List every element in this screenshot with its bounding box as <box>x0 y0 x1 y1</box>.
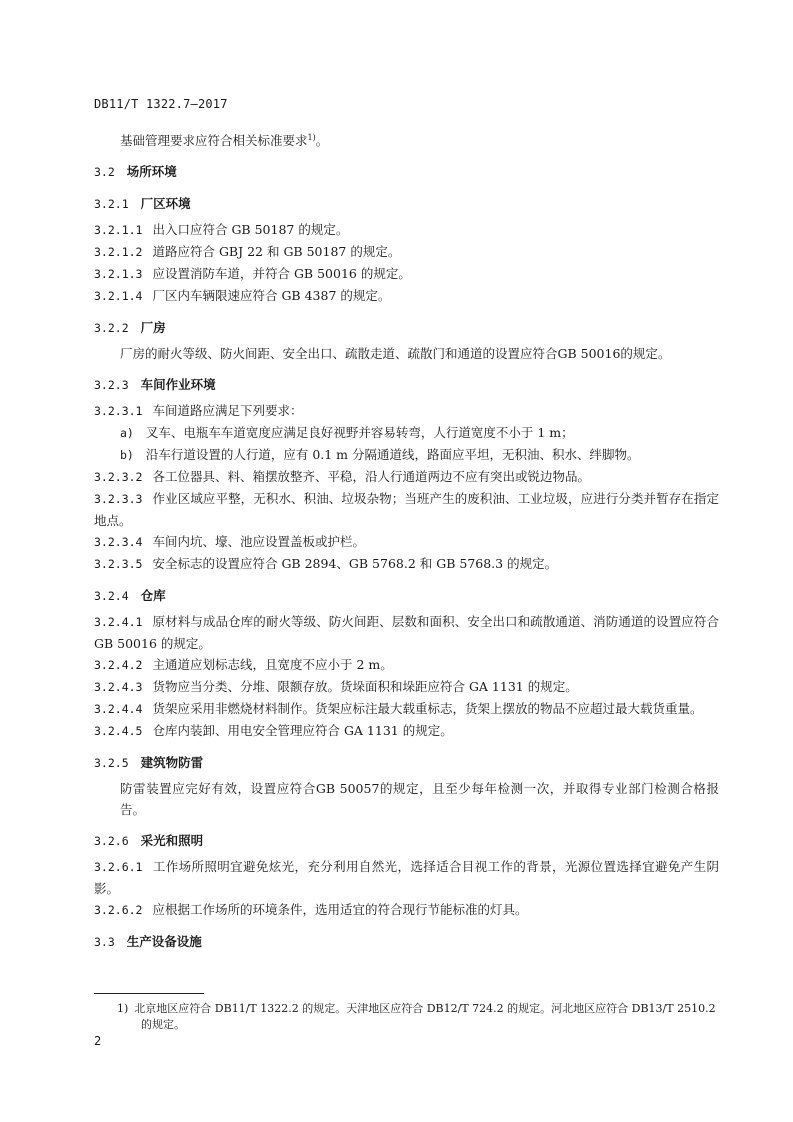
clause-number: 3.2.4.4 <box>94 702 143 717</box>
clause-number: 3.2.1.3 <box>94 267 143 282</box>
clause <box>94 611 719 654</box>
clause-text: 车间内坑、壕、池应设置盖板或护栏。 <box>152 534 365 550</box>
clause-number: 3.2.3.3 <box>94 492 143 507</box>
clause <box>94 856 719 899</box>
section-number: 3.2.3 <box>94 378 129 393</box>
section-number: 3.2 <box>94 165 115 180</box>
clause-number: 3.2.4.3 <box>94 680 143 695</box>
clause <box>94 241 719 263</box>
clause-text: 安全标志的设置应符合 GB 2894、GB 5768.2 和 GB 5768.3 的规定。 <box>152 556 558 572</box>
section-3-2-2-heading <box>94 317 719 339</box>
clause-number: 3.2.1.1 <box>94 223 143 238</box>
section-title: 采光和照明 <box>140 833 204 849</box>
footnote-divider <box>94 993 204 994</box>
clause <box>94 488 719 531</box>
list-text: 叉车、电瓶车车道宽度应满足良好视野并容易转弯，人行道宽度不小于 1 m； <box>145 425 574 441</box>
section-3-2-heading <box>94 161 719 183</box>
section-number: 3.2.6 <box>94 834 129 849</box>
footnote-mark: 1) <box>117 1002 129 1015</box>
clause <box>94 531 719 553</box>
footnote-text: 北京地区应符合 DB11/T 1322.2 的规定。天津地区应符合 DB12/T 724.2 的规定。河北地区应符合 DB13/T 2510.2 <box>134 1002 716 1015</box>
clause-number: 3.2.1.2 <box>94 245 143 260</box>
footnote <box>117 1001 722 1033</box>
clause-number: 3.2.3.1 <box>94 404 143 419</box>
clause-text: 各工位器具、料、箱摆放整齐、平稳，沿人行通道两边不应有突出或锐边物品。 <box>152 469 590 485</box>
section-number: 3.2.2 <box>94 321 129 336</box>
section-title: 车间作业环境 <box>140 377 216 393</box>
clause-number: 3.2.4.2 <box>94 658 143 673</box>
clause <box>94 263 719 285</box>
list-text: 沿车行道设置的人行道，应有 0.1 m 分隔通道线，路面应平坦，无积油、积水、绊脚物。 <box>145 447 640 463</box>
section-title: 建筑物防雷 <box>140 755 204 771</box>
paragraph: 防雷装置应完好有效，设置应符合GB 50057的规定，且至少每年检测一次，并取得专业部门检测合格报告。 <box>120 781 719 818</box>
section-title: 生产设备设施 <box>126 934 202 950</box>
footnote-continuation: 的规定。 <box>141 1018 185 1031</box>
section-number: 3.2.1 <box>94 197 129 212</box>
clause <box>94 466 719 488</box>
clause-number: 3.2.4.5 <box>94 724 143 739</box>
section-3-2-3-heading <box>94 374 719 396</box>
page-content <box>94 127 719 953</box>
clause <box>94 219 719 241</box>
list-item <box>94 444 719 466</box>
clause-text: 道路应符合 GBJ 22 和 GB 50187 的规定。 <box>152 244 401 260</box>
clause <box>94 720 719 742</box>
section-number: 3.2.4 <box>94 589 129 604</box>
clause-number: 3.2.3.2 <box>94 470 143 485</box>
clause-text: 出入口应符合 GB 50187 的规定。 <box>152 222 349 238</box>
clause <box>94 899 719 921</box>
document-header: DB11/T 1322.7—2017 <box>94 97 228 111</box>
section-number: 3.2.5 <box>94 756 129 771</box>
clause <box>94 285 719 307</box>
section-title: 厂区环境 <box>140 196 191 212</box>
intro-paragraph <box>94 127 719 151</box>
clause-text: 工作场所照明宜避免炫光，充分利用自然光，选择适合目视工作的背景，光源位置选择宜避免产生阴影。 <box>94 859 719 897</box>
clause-text: 仓库内装卸、用电安全管理应符合 GA 1131 的规定。 <box>152 723 453 739</box>
list-marker: a) <box>120 426 134 441</box>
clause <box>94 400 719 422</box>
section-title: 厂房 <box>140 320 166 336</box>
clause <box>94 553 719 575</box>
section-3-2-5-heading <box>94 752 719 774</box>
section-3-2-6-heading <box>94 830 719 852</box>
clause-number: 3.2.3.4 <box>94 535 143 550</box>
section-3-3-heading <box>94 931 719 953</box>
clause-text: 车间道路应满足下列要求： <box>152 403 303 419</box>
page-number: 2 <box>94 1034 102 1048</box>
clause-number: 3.2.1.4 <box>94 289 143 304</box>
clause-text: 作业区域应平整，无积水、积油、垃圾杂物；当班产生的废积油、工业垃圾，应进行分类并暂存在指定地点。 <box>94 491 719 529</box>
clause-number: 3.2.6.1 <box>94 860 143 875</box>
clause-text: 应设置消防车道，并符合 GB 50016 的规定。 <box>152 266 411 282</box>
section-3-2-4-heading <box>94 585 719 607</box>
footnote-line <box>117 1001 722 1017</box>
clause-number: 3.2.3.5 <box>94 557 143 572</box>
paragraph: 厂房的耐火等级、防火间距、安全出口、疏散走道、疏散门和通道的设置应符合GB 50016的规定。 <box>120 346 671 362</box>
section-3-2-1-heading <box>94 193 719 215</box>
section-number: 3.3 <box>94 935 115 950</box>
clause-text: 货物应当分类、分堆、限额存放。货垛面积和垛距应符合 GA 1131 的规定。 <box>152 679 578 695</box>
clause-text: 货架应采用非燃烧材料制作。货架应标注最大载重标志，货架上摆放的物品不应超过最大载货重量。 <box>152 701 703 717</box>
clause <box>94 654 719 676</box>
clause-text: 主通道应划标志线，且宽度不应小于 2 m。 <box>152 657 393 673</box>
clause-text: 应根据工作场所的环境条件，选用适宜的符合现行节能标准的灯具。 <box>152 902 528 918</box>
footnote-ref[interactable]: 1) <box>307 133 316 142</box>
clause-number: 3.2.6.2 <box>94 903 143 918</box>
section-title: 仓库 <box>140 588 166 604</box>
clause-text: 厂区内车辆限速应符合 GB 4387 的规定。 <box>152 288 391 304</box>
list-item <box>94 422 719 444</box>
clause-text: 原材料与成品仓库的耐火等级、防火间距、层数和面积、安全出口和疏散通道、消防通道的设置应符合 GB 50016 的规定。 <box>94 614 719 652</box>
section-title: 场所环境 <box>126 164 177 180</box>
clause <box>94 676 719 698</box>
intro-end: 。 <box>315 133 329 149</box>
intro-text: 基础管理要求应符合相关标准要求 <box>120 133 308 149</box>
clause-number: 3.2.4.1 <box>94 615 143 630</box>
list-marker: b) <box>120 448 134 463</box>
clause <box>94 698 719 720</box>
